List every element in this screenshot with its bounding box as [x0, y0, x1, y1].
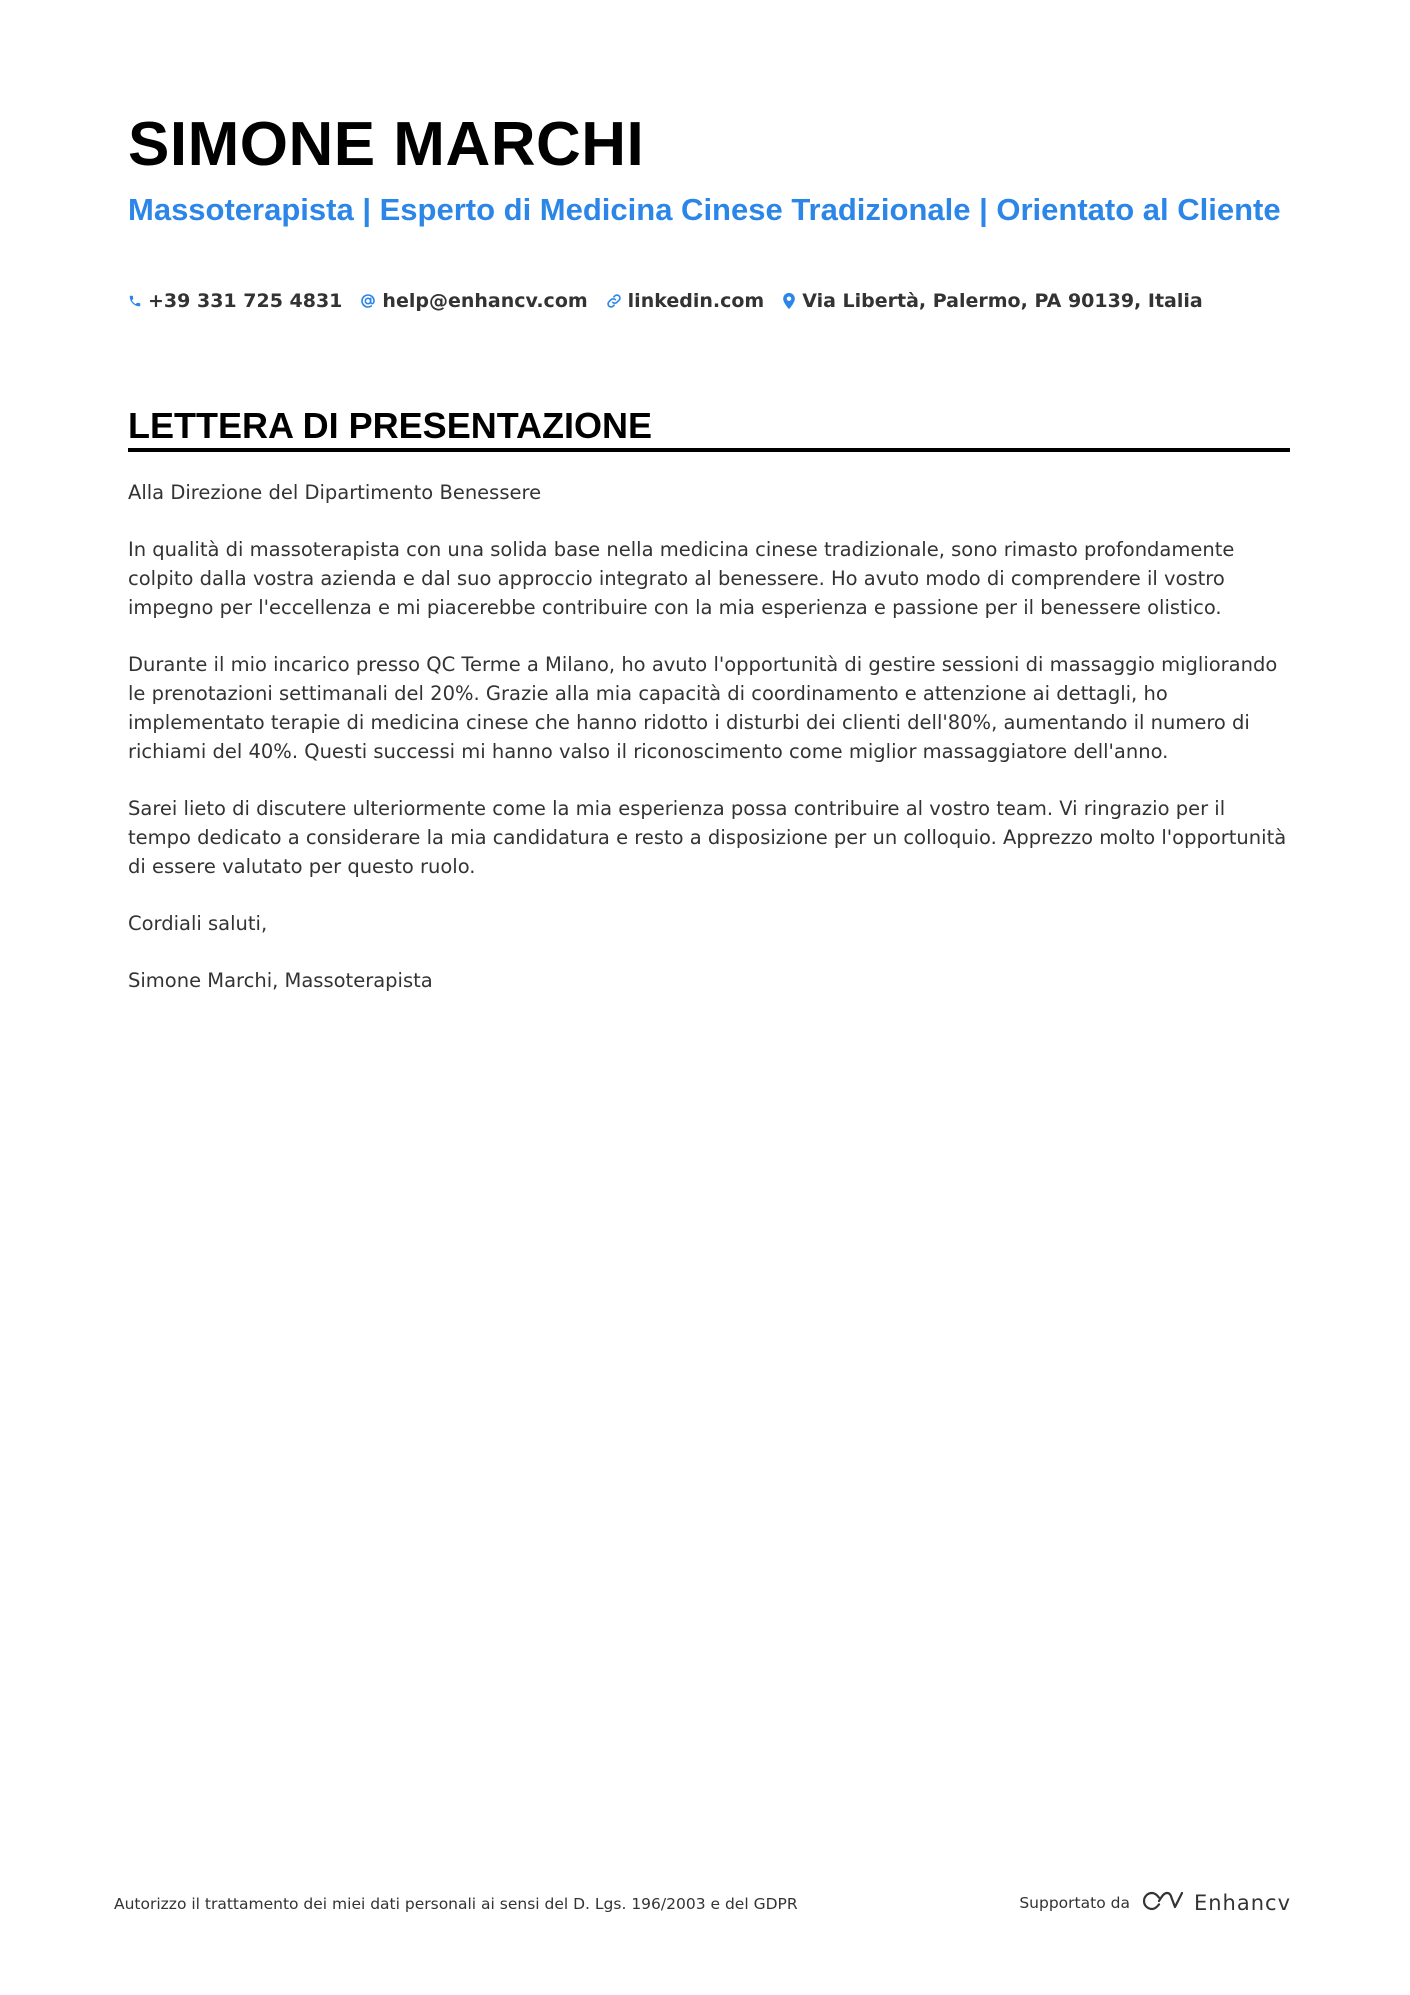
contact-phone	[128, 290, 342, 312]
section-title: LETTERA DI PRESENTAZIONE	[128, 405, 653, 446]
section-divider	[128, 448, 1290, 452]
letter-greeting: Alla Direzione del Dipartimento Benessere	[128, 481, 542, 504]
link-icon	[606, 293, 622, 309]
powered-by-label: Supportato da	[1019, 1894, 1130, 1912]
contact-email[interactable]	[360, 290, 587, 312]
location-pin-icon	[782, 292, 796, 310]
letter-paragraph: In qualità di massoterapista con una solida base nella medicina cinese tradizionale, sono rimasto profondamente colpito dalla vostra azienda e dal suo approccio integrato al benessere. Ho avuto modo di comprendere il vostro impegno per l'eccellenza e mi piacerebbe contribuire con la mia esperienza e passione per il benessere olistico.	[128, 538, 1235, 619]
contact-linkedin[interactable]	[606, 290, 765, 312]
brand-logo	[1140, 1889, 1291, 1917]
candidate-subtitle: Massoterapista | Esperto di Medicina Cinese Tradizionale | Orientato al Cliente	[128, 192, 1281, 227]
letter-closing: Cordiali saluti,	[128, 912, 268, 935]
enhancv-logo-icon	[1140, 1889, 1186, 1917]
letter-body	[128, 478, 1290, 1023]
contact-address	[782, 290, 1202, 312]
letter-signature: Simone Marchi, Massoterapista	[128, 969, 433, 992]
contact-bar	[128, 290, 1203, 312]
privacy-consent-note: Autorizzo il trattamento dei miei dati personali ai sensi del D. Lgs. 196/2003 e del GDPR	[114, 1895, 798, 1913]
linkedin-text: linkedin.com	[627, 290, 765, 312]
brand-name: Enhancv	[1193, 1891, 1291, 1915]
at-icon	[360, 293, 376, 309]
address-text: Via Libertà, Palermo, PA 90139, Italia	[802, 290, 1203, 312]
email-text: help@enhancv.com	[382, 290, 588, 312]
letter-paragraph: Sarei lieto di discutere ulteriormente come la mia esperienza possa contribuire al vostro team. Vi ringrazio per il tempo dedicato a considerare la mia candidatura e resto a disposizione per un colloquio. Apprezzo molto l'opportunità di essere valutato per questo ruolo.	[128, 797, 1287, 878]
powered-by[interactable]	[1019, 1889, 1291, 1917]
letter-paragraph: Durante il mio incarico presso QC Terme a Milano, ho avuto l'opportunità di gestire sessioni di massaggio migliorando le prenotazioni settimanali del 20%. Grazie alla mia capacità di coordinamento e attenzione ai dettagli, ho implementato terapie di medicina cinese che hanno ridotto i disturbi dei clienti dell'80%, aumentando il numero di richiami del 40%. Questi successi mi hanno valso il riconoscimento come miglior massaggiatore dell'anno.	[128, 653, 1278, 763]
phone-text: +39 331 725 4831	[148, 290, 343, 312]
phone-icon	[128, 294, 142, 308]
candidate-name: SIMONE MARCHI	[128, 110, 645, 179]
